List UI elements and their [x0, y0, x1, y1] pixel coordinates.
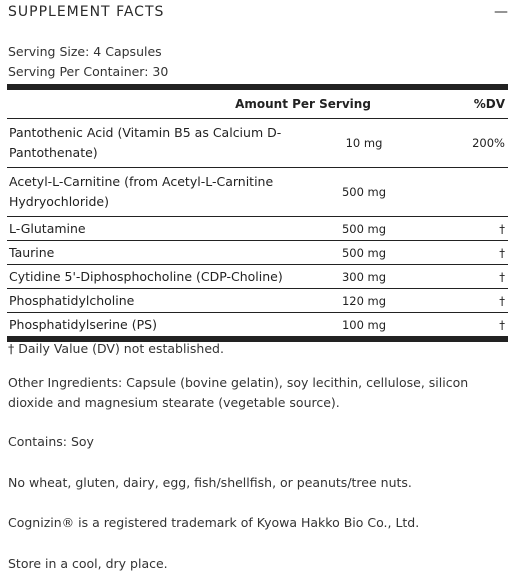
other-ingredients: Other Ingredients: Capsule (bovine gelatin), soy lecithin, cellulose, silicon dioxide and magnesium stearate (vegetable source).	[8, 375, 469, 410]
table-header	[7, 90, 508, 119]
table-row	[7, 241, 508, 265]
ingredient-name: Pantothenic Acid (Vitamin B5 as Calcium D-Pantothenate)	[9, 125, 282, 160]
table-row	[7, 289, 508, 313]
section-title: SUPPLEMENT FACTS	[8, 4, 165, 20]
trademark-note: Cognizin® is a registered trademark of Kyowa Hakko Bio Co., Ltd.	[8, 515, 420, 530]
ingredient-amount: 500 mg	[341, 245, 387, 260]
ingredient-amount: 100 mg	[341, 317, 387, 332]
ingredient-dv: †	[499, 317, 505, 332]
column-header-dv: %DV	[473, 97, 505, 111]
ingredient-name: Taurine	[9, 244, 55, 260]
ingredient-name: Cytidine 5'-Diphosphocholine (CDP-Choline)	[9, 268, 283, 284]
ingredient-amount: 10 mg	[345, 136, 383, 150]
table-row	[7, 119, 508, 168]
supplement-facts-header[interactable]	[8, 4, 508, 24]
storage-instructions: Store in a cool, dry place.	[8, 556, 168, 571]
ingredient-dv: †	[499, 245, 505, 260]
ingredient-amount: 120 mg	[341, 293, 387, 308]
table-row	[7, 265, 508, 289]
ingredient-name: Acetyl-L-Carnitine (from Acetyl-L-Carnitine Hydryochloride)	[9, 174, 274, 209]
allergen-free-note: No wheat, gluten, dairy, egg, fish/shellfish, or peanuts/tree nuts.	[8, 475, 412, 490]
serving-size: Serving Size: 4 Capsules	[8, 44, 162, 59]
ingredient-dv: †	[499, 221, 505, 236]
supplement-facts-table	[7, 84, 508, 342]
column-header-amount: Amount Per Serving	[235, 97, 371, 111]
dv-footnote: † Daily Value (DV) not established.	[8, 341, 224, 356]
contains-allergens: Contains: Soy	[8, 434, 94, 449]
table-row	[7, 168, 508, 217]
ingredient-dv: 200%	[472, 136, 505, 150]
ingredient-name: Phosphatidylcholine	[9, 292, 135, 308]
table-row	[7, 217, 508, 241]
table-row	[7, 313, 508, 336]
collapse-icon[interactable]: —	[494, 4, 508, 20]
servings-per-container: Serving Per Container: 30	[8, 64, 169, 79]
ingredient-dv: †	[499, 293, 505, 308]
ingredient-amount: 300 mg	[341, 269, 387, 284]
ingredient-name: L-Glutamine	[9, 220, 86, 236]
ingredient-dv: †	[499, 269, 505, 284]
ingredient-amount: 500 mg	[341, 221, 387, 236]
ingredient-amount: 500 mg	[341, 185, 387, 199]
ingredient-name: Phosphatidylserine (PS)	[9, 316, 157, 332]
